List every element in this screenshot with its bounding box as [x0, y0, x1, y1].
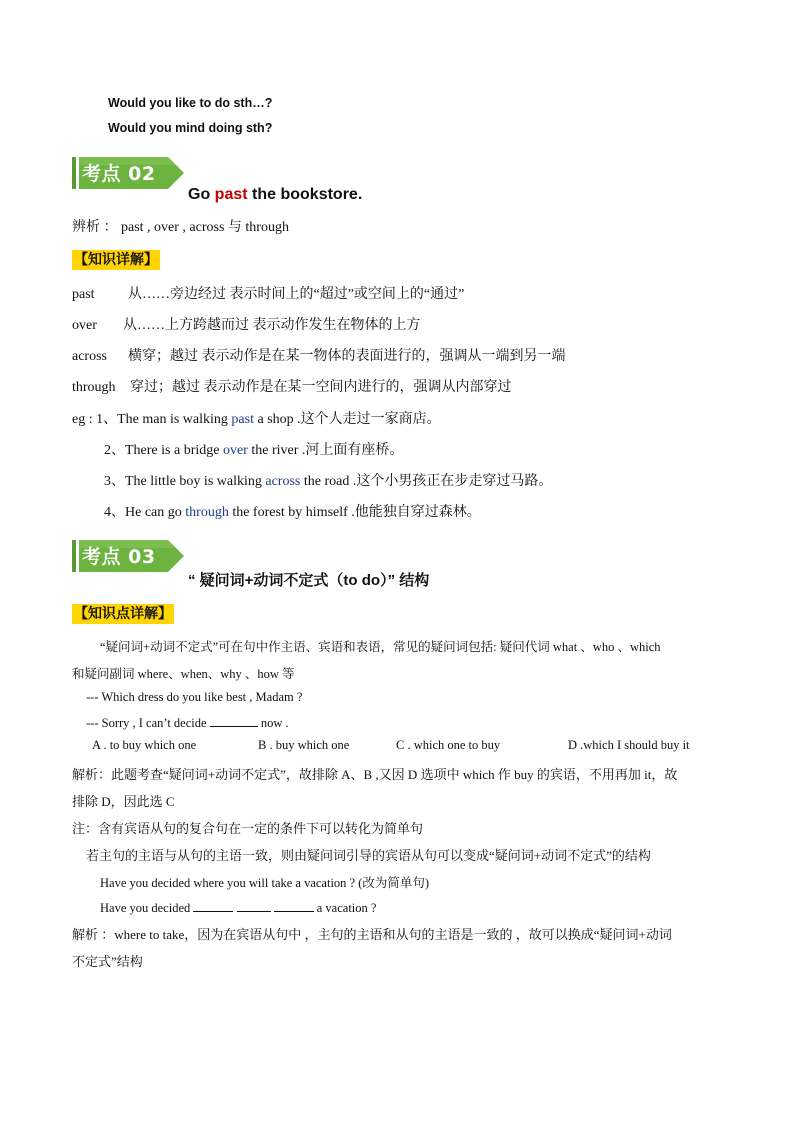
def-row-through [72, 376, 512, 396]
example-2: 2、There is a bridge over the river .河上面有座桥。 [104, 443, 404, 458]
def-text: 从……旁边经过 表示时间上的“超过”或空间上的“通过” [128, 287, 465, 302]
example-3: 3、The little boy is walking across the road .这个小男孩正在步走穿过马路。 [104, 474, 553, 489]
answer-blank [237, 899, 271, 912]
note-line-1: 注：含有宾语从句的复合句在一定的条件下可以转化为简单句 [72, 821, 424, 836]
title-post: the bookstore. [247, 186, 363, 203]
def-row-across [72, 345, 566, 365]
def-text: 从……上方跨越而过 表示动作发生在物体的上方 [123, 318, 421, 333]
def-row-over [72, 314, 421, 334]
analysis2-line1: 解析 ：where to take，因为在宾语从句中 ，主句的主语和从句的主语是一致的 ，故可以换成“疑问词+动词 [72, 927, 672, 942]
def-text: 横穿；越过 表示动作是在某一物体的表面进行的，强调从一端到另一端 [128, 349, 566, 364]
option-b: B . buy which one [258, 738, 350, 752]
section-03-title: “ 疑问词+动词不定式（to do）” 结构 [188, 572, 430, 589]
def-word: past [72, 287, 95, 302]
def-text: 穿过；越过 表示动作是在某一空间内进行的，强调从内部穿过 [130, 380, 512, 395]
def-word: across [72, 349, 107, 364]
section-02-tag [72, 157, 184, 189]
def-row-past [72, 283, 464, 303]
phrase-2: Would you mind doing sth? [108, 121, 273, 135]
dialog-line-1: --- Which dress do you like best , Madam ? [86, 690, 303, 704]
option-d: D .which I should buy it [568, 738, 690, 752]
dialog-line-2: --- Sorry , I can’t decide now . [86, 716, 289, 730]
def-word: over [72, 318, 97, 333]
option-a: A . to buy which one [92, 738, 197, 752]
answer-blank [210, 714, 258, 727]
section-02-tag-label: 考点 02 [82, 163, 156, 185]
example-keyword: over [222, 443, 248, 458]
answer-blank [193, 899, 233, 912]
example-1: eg : 1、The man is walking past a shop .这个人走过一家商店。 [72, 412, 441, 427]
section-02-analysis: 辨析 ： past , over , across 与 through [72, 220, 289, 235]
note-line-2: 若主句的主语与从句的主语一致，则由疑问词引导的宾语从句可以变成“疑问词+动词不定式”的结构 [86, 848, 651, 863]
section-03-tag [72, 540, 184, 572]
example-keyword: across [265, 474, 301, 489]
analysis1-line1: 解析：此题考查“疑问词+动词不定式”，故排除 A、B ,又因 D 选项中 which 作 buy 的宾语，不用再加 it，故 [72, 767, 678, 782]
para1-line2: 和疑问副词 where、when、why 、how 等 [72, 667, 295, 681]
example-keyword: through [185, 505, 229, 520]
analysis1-line2: 排除 D，因此选 C [72, 794, 175, 809]
section-03-tag-label: 考点 03 [82, 546, 156, 568]
exercise-line-2: Have you decided a vacation ? [100, 901, 377, 915]
section-02-title [188, 186, 362, 204]
def-word: through [72, 380, 116, 395]
option-c: C . which one to buy [396, 738, 501, 752]
example-4: 4、He can go through the forest by himself .他能独自穿过森林。 [104, 505, 481, 520]
phrase-1: Would you like to do sth…? [108, 96, 273, 110]
exercise-line-1: Have you decided where you will take a vacation ? (改为简单句) [100, 876, 430, 890]
para1-line1: “疑问词+动词不定式”可在句中作主语、宾语和表语，常见的疑问词包括: 疑问代词 what 、who 、which [100, 640, 661, 654]
analysis2-line2: 不定式”结构 [72, 954, 143, 969]
title-keyword: past [214, 186, 248, 203]
title-pre: Go [188, 186, 215, 203]
knowledge-label-03: 【知识点详解】 [74, 606, 172, 622]
example-keyword: past [231, 412, 254, 427]
knowledge-label-02: 【知识详解】 [74, 252, 158, 268]
answer-blank [274, 899, 314, 912]
